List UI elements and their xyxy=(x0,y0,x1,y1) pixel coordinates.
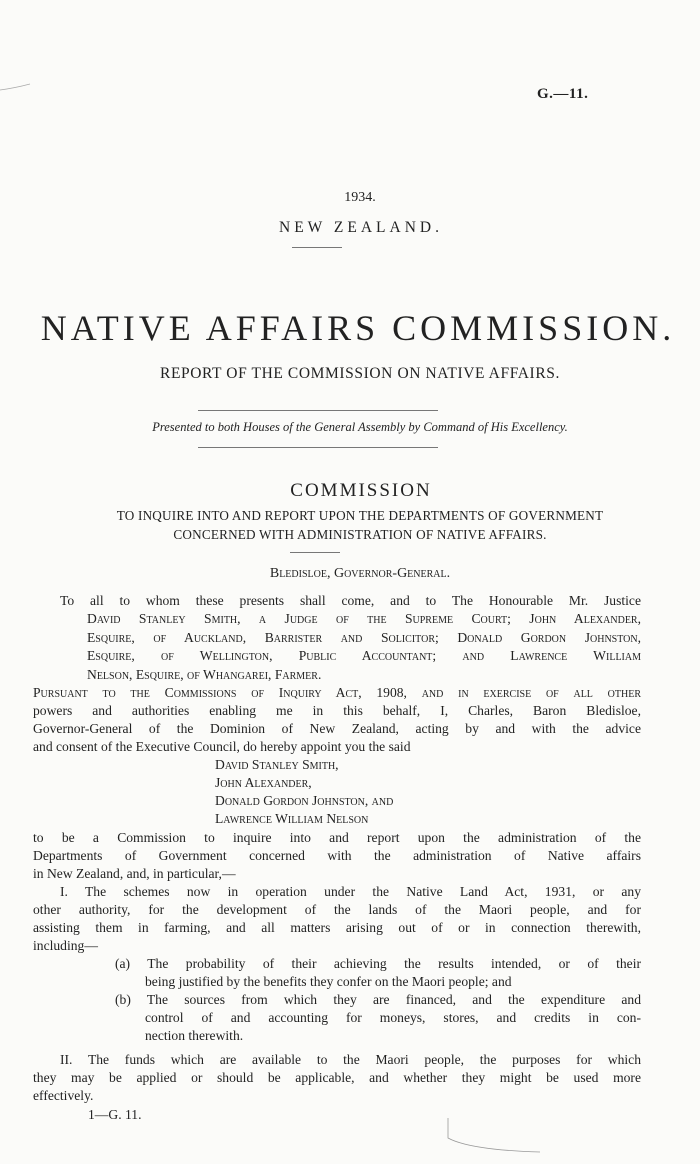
sub-b-line-1: (b) The sources from which they are financed, and the expenditure and xyxy=(115,992,641,1007)
commissioner-name: Donald Gordon Johnston, and xyxy=(215,793,394,808)
subtitle: REPORT OF THE COMMISSION ON NATIVE AFFAIRS. xyxy=(160,365,560,382)
sub-b-line-3: nection therewith. xyxy=(145,1028,244,1043)
commissioner-name: David Stanley Smith, xyxy=(215,757,339,772)
document-code: G.—11. xyxy=(537,86,589,102)
main-title: NATIVE AFFAIRS COMMISSION. xyxy=(40,308,676,348)
commission-heading: COMMISSION xyxy=(290,480,432,501)
sub-b-line-2: control of and accounting for moneys, stores, and credits in con- xyxy=(145,1010,641,1025)
terms-line-2: Departments of Government concerned with the administration of Native affairs xyxy=(33,848,641,863)
country: NEW ZEALAND. xyxy=(279,219,443,236)
pursuant-line-4: and consent of the Executive Council, do hereby appoint you the said xyxy=(33,739,411,754)
address-line-4: Esquire, of Wellington, Public Accountant; and Lawrence William xyxy=(87,648,641,663)
pursuant-line-3: Governor-General of the Dominion of New Zealand, acting by and with the advice xyxy=(33,721,641,736)
pursuant-line-2: powers and authorities enabling me in this behalf, I, Charles, Baron Bledisloe, xyxy=(33,703,641,718)
sub-a-line-2: being justified by the benefits they confer on the Maori people; and xyxy=(145,974,512,989)
item-2-line-2: they may be applied or should be applicable, and whether they might be used more xyxy=(33,1070,641,1085)
item-1-line-3: assisting them in farming, and all matters arising out of or in connection therewith, xyxy=(33,920,641,935)
address-line-1: To all to whom these presents shall come, and to The Honourable Mr. Justice xyxy=(60,593,641,608)
terms-line-1: to be a Commission to inquire into and report upon the administration of the xyxy=(33,830,641,845)
commissioner-name: Lawrence William Nelson xyxy=(215,811,369,826)
item-2-line-1: II. The funds which are available to the Maori people, the purposes for which xyxy=(60,1052,641,1067)
item-1-line-2: other authority, for the development of the lands of the Maori people, and for xyxy=(33,902,641,917)
address-line-2: David Stanley Smith, a Judge of the Supreme Court; John Alexander, xyxy=(87,611,641,626)
commission-purpose-line1: TO INQUIRE INTO AND REPORT UPON THE DEPARTMENTS OF GOVERNMENT xyxy=(116,508,604,523)
pursuant-line-1: Pursuant to the Commissions of Inquiry Act, 1908, and in exercise of all other xyxy=(33,685,641,700)
address-line-3: Esquire, of Auckland, Barrister and Solicitor; Donald Gordon Johnston, xyxy=(87,630,641,645)
address-line-5: Nelson, Esquire, of Whangarei, Farmer. xyxy=(87,667,322,682)
item-1-line-4: including— xyxy=(33,938,98,953)
commission-purpose-line2: CONCERNED WITH ADMINISTRATION OF NATIVE AFFAIRS. xyxy=(173,527,547,542)
item-2-line-3: effectively. xyxy=(33,1088,94,1103)
commissioner-name: John Alexander, xyxy=(215,775,312,790)
presented-line: Presented to both Houses of the General Assembly by Command of His Excellency. xyxy=(152,420,568,434)
item-1-line-1: I. The schemes now in operation under the Native Land Act, 1931, or any xyxy=(60,884,641,899)
page-code: 1—G. 11. xyxy=(88,1107,142,1122)
terms-line-3: in New Zealand, and, in particular,— xyxy=(33,866,236,881)
sub-a-line-1: (a) The probability of their achieving the results intended, or of their xyxy=(115,956,641,971)
year: 1934. xyxy=(344,190,376,205)
governor-signature: Bledisloe, Governor-General. xyxy=(269,566,451,581)
